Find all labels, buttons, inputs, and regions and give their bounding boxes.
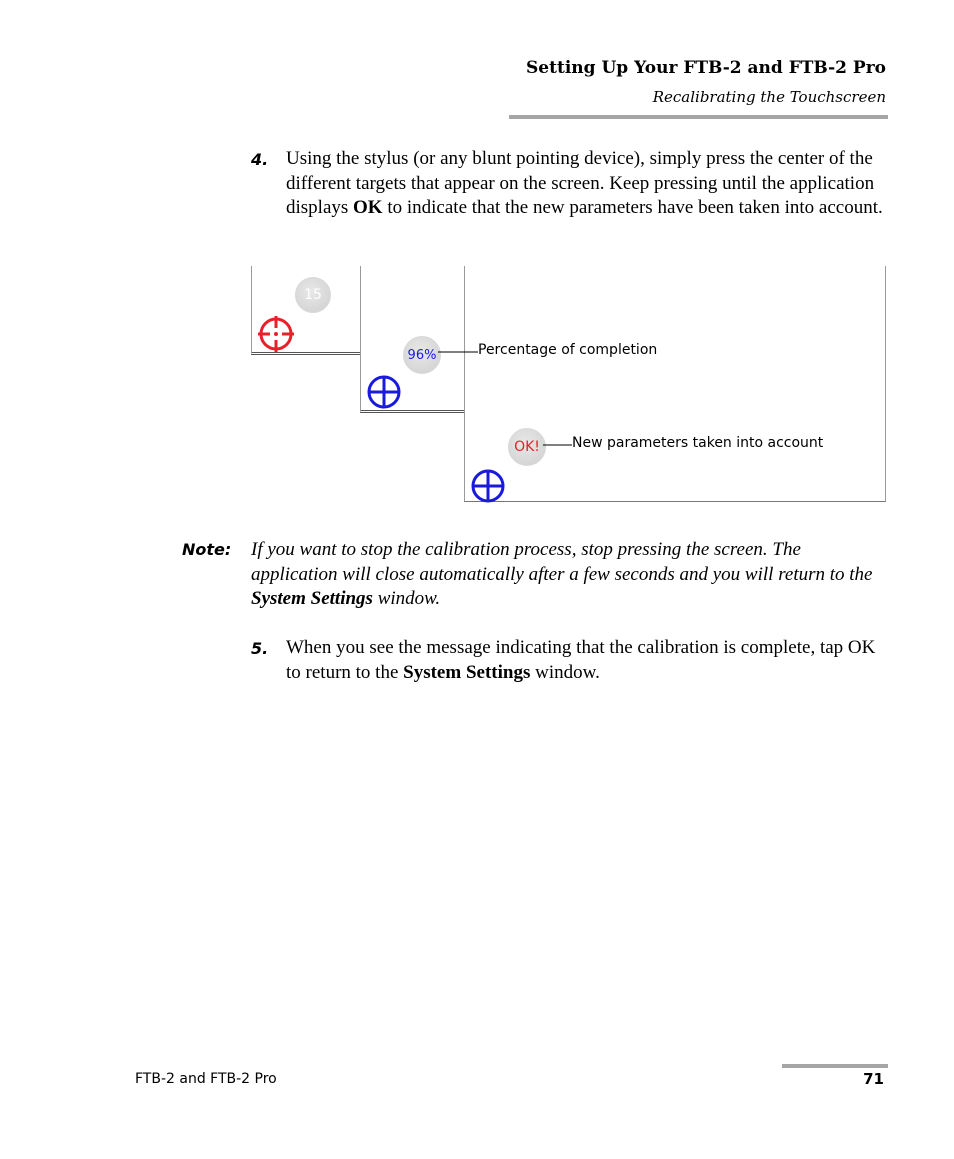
completion-badge: 96% — [403, 336, 441, 374]
step-4-text: Using the stylus (or any blunt pointing device), simply press the center of the different targets that appear on the screen. Keep pressing until the application displays OK to indicate that the new parameters have been taken into account. — [286, 148, 883, 218]
percentage-callout-label: Percentage of completion — [478, 342, 658, 358]
footer-rule — [782, 1064, 888, 1068]
step-4-number: 4. — [251, 150, 269, 169]
note-label: Note: — [182, 540, 232, 559]
running-header-title: Setting Up Your FTB-2 and FTB-2 Pro — [526, 58, 886, 78]
header-rule — [509, 115, 888, 119]
page-number: 71 — [863, 1070, 884, 1088]
step-5-text: When you see the message indicating that the calibration is complete, tap OK to return to the System Settings window. — [286, 637, 876, 683]
note-text: If you want to stop the calibration process, stop pressing the screen. The application will close automatically after a few seconds and you will return to the System Settings window. — [251, 539, 873, 609]
callout-lines — [250, 265, 890, 505]
ok-badge: OK! — [508, 428, 546, 466]
running-header-subtitle: Recalibrating the Touchscreen — [652, 88, 886, 106]
step-5-number: 5. — [251, 639, 269, 658]
ok-callout-label: New parameters taken into account — [572, 435, 824, 451]
countdown-badge: 15 — [295, 277, 331, 313]
calibration-figure — [250, 265, 890, 505]
footer-product-name: FTB-2 and FTB-2 Pro — [135, 1071, 277, 1087]
